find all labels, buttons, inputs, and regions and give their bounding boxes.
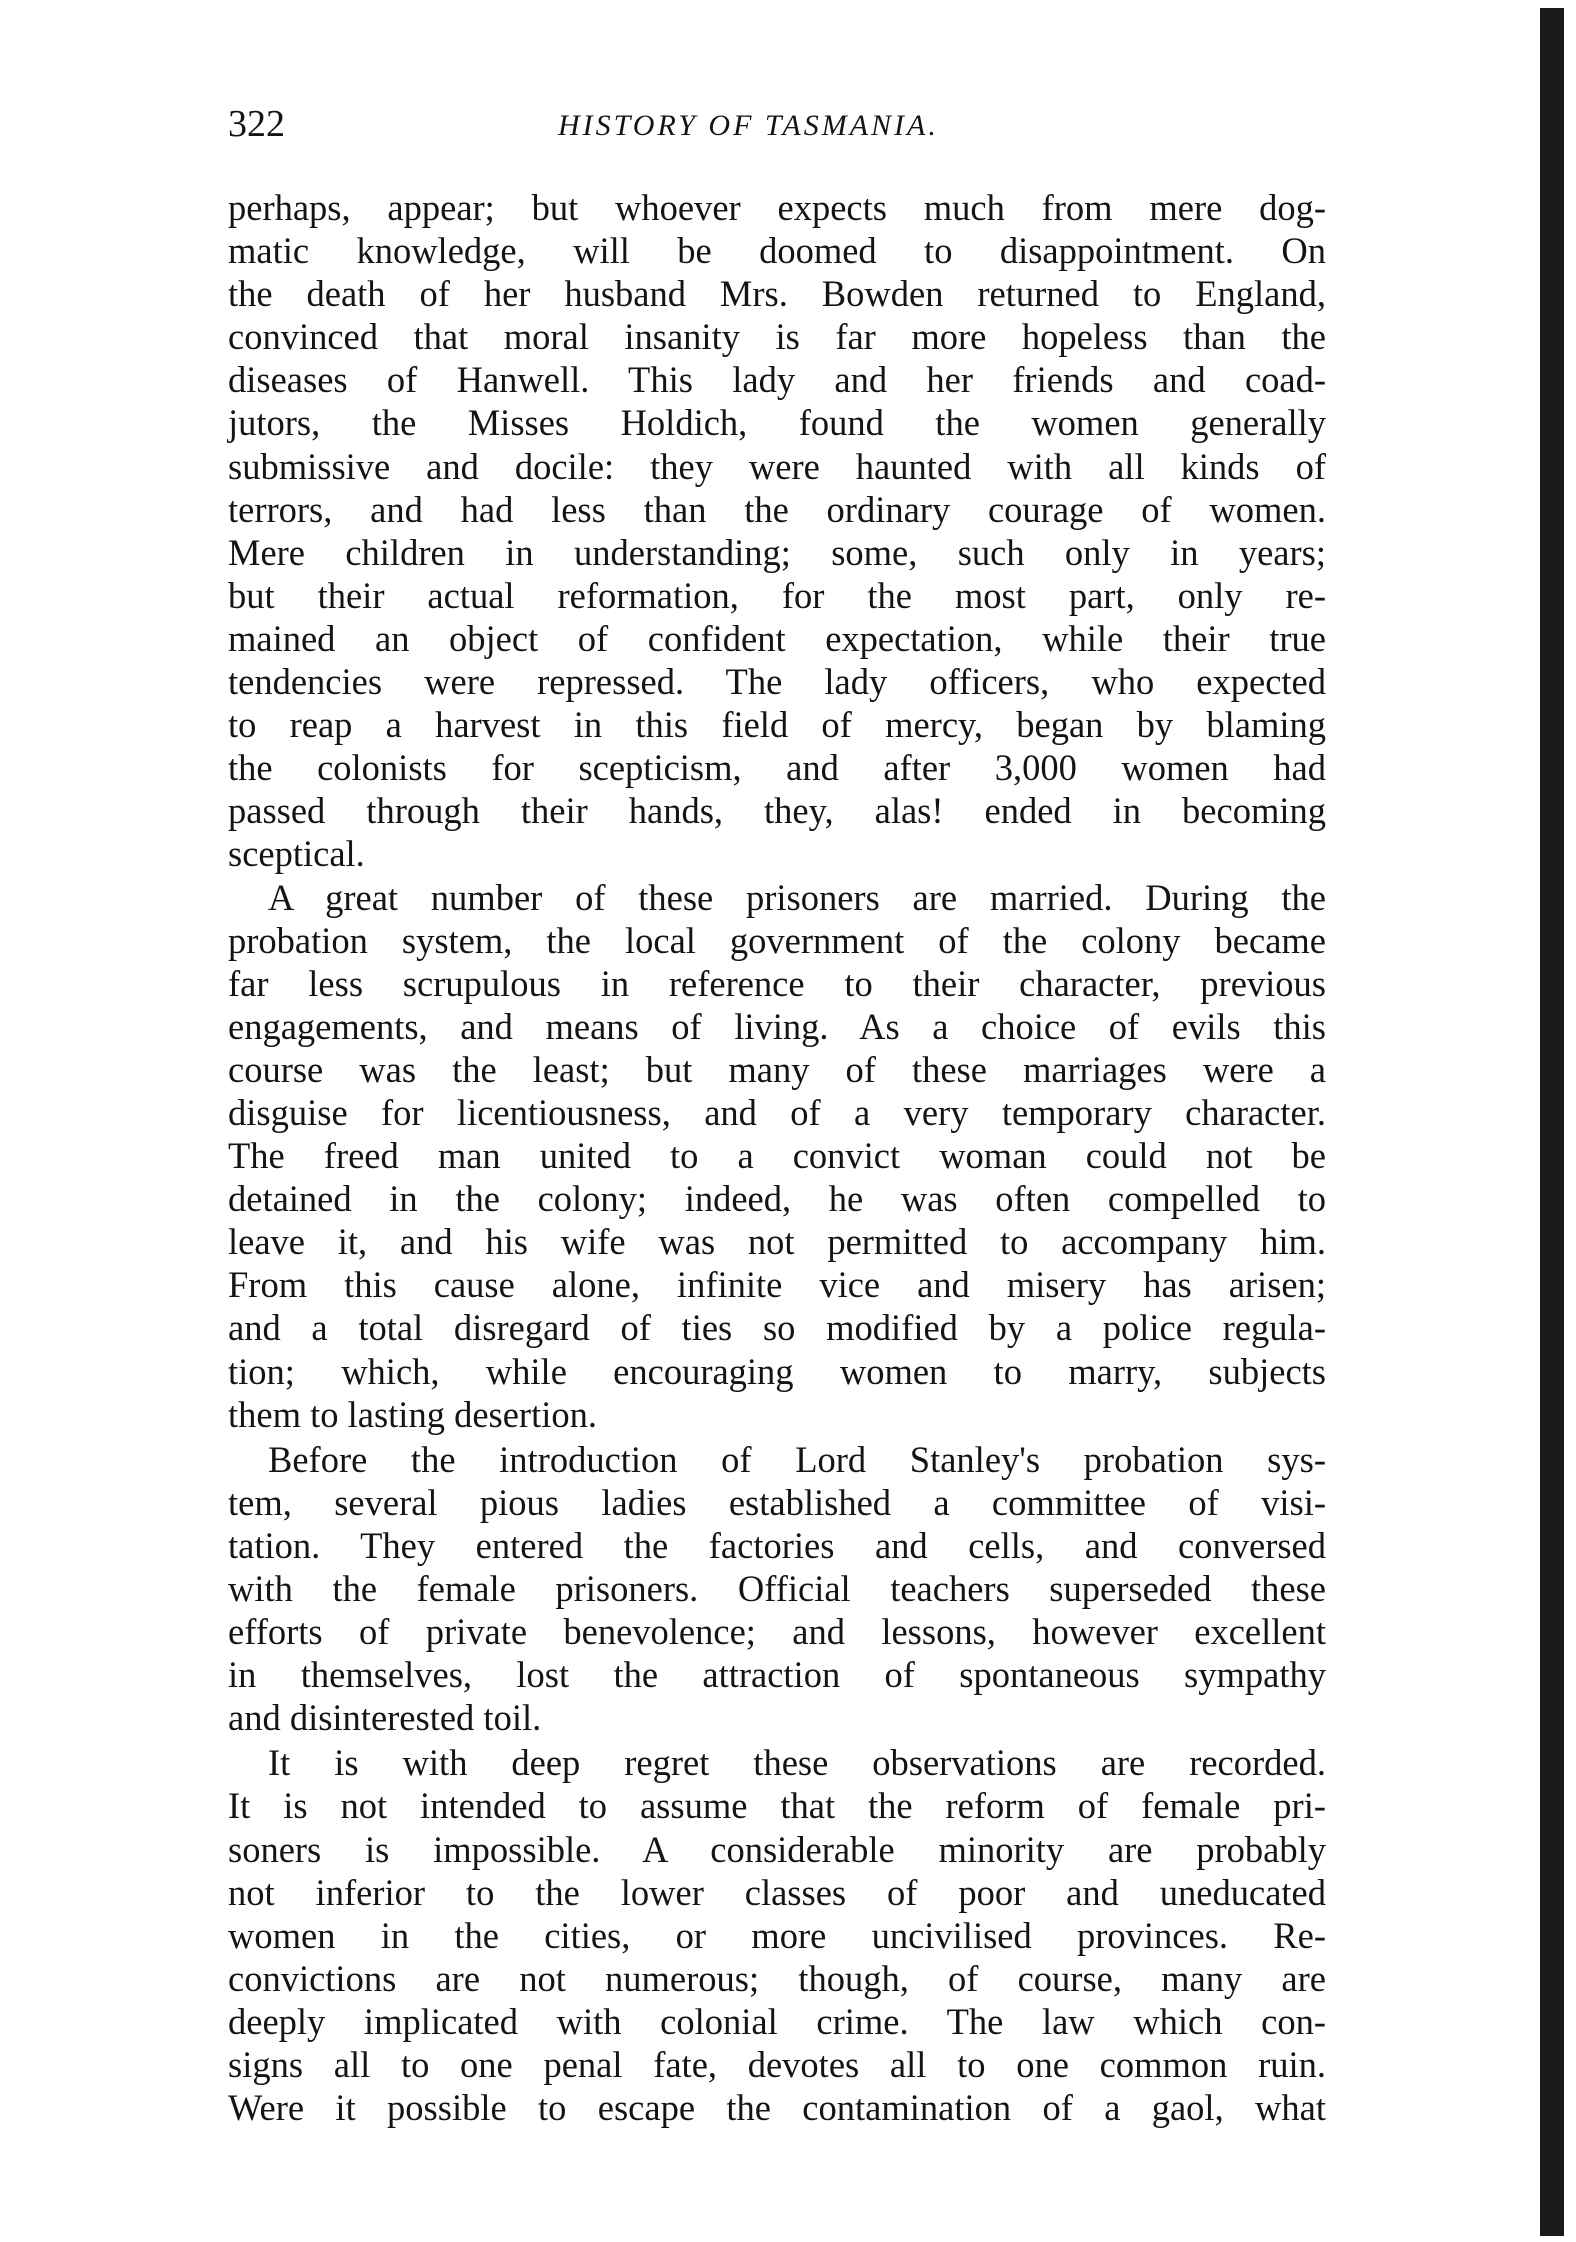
text-line: soners is impossible. A considerable minority are probably — [228, 1828, 1326, 1870]
text-line: women in the cities, or more uncivilised provinces. Re- — [228, 1914, 1326, 1956]
text-line: It is not intended to assume that the reform of female pri- — [228, 1785, 1326, 1827]
text-line: the colonists for scepticism, and after 3,000 women had — [228, 747, 1326, 789]
text-line: tendencies were repressed. The lady officers, who expected — [228, 661, 1326, 703]
text-line: Mere children in understanding; some, such only in years; — [228, 531, 1326, 573]
text-line: tation. They entered the factories and cells, and conversed — [228, 1524, 1326, 1566]
text-line: leave it, and his wife was not permitted to accompany him. — [228, 1221, 1326, 1263]
text-line: diseases of Hanwell. This lady and her friends and coad- — [228, 359, 1326, 401]
text-line: course was the least; but many of these marriages were a — [228, 1048, 1326, 1090]
text-line: and a total disregard of ties so modified by a police regula- — [228, 1307, 1326, 1349]
text-line: and disinterested toil. — [228, 1697, 542, 1739]
text-line: convictions are not numerous; though, of course, many are — [228, 1957, 1326, 1999]
text-line: jutors, the Misses Holdich, found the women generally — [228, 402, 1326, 444]
text-line: disguise for licentiousness, and of a very temporary character. — [228, 1091, 1326, 1133]
text-line: them to lasting desertion. — [228, 1393, 597, 1435]
text-line: deeply implicated with colonial crime. The law which con- — [228, 2000, 1326, 2042]
text-line: engagements, and means of living. As a choice of evils this — [228, 1005, 1326, 1047]
text-line: efforts of private benevolence; and lessons, however excellent — [228, 1611, 1326, 1653]
text-line: Before the introduction of Lord Stanley's probation sys- — [268, 1438, 1326, 1480]
page-number: 322 — [228, 103, 285, 145]
text-line: matic knowledge, will be doomed to disappointment. On — [228, 230, 1326, 272]
running-head — [228, 102, 1338, 146]
text-line: passed through their hands, they, alas! ended in becoming — [228, 790, 1326, 832]
text-line: From this cause alone, infinite vice and misery has arisen; — [228, 1264, 1326, 1306]
text-line: the death of her husband Mrs. Bowden returned to England, — [228, 273, 1326, 315]
running-title: HISTORY OF TASMANIA. — [558, 109, 939, 142]
text-line: in themselves, lost the attraction of spontaneous sympathy — [228, 1654, 1326, 1696]
text-line: convinced that moral insanity is far more hopeless than the — [228, 316, 1326, 358]
text-line: probation system, the local government of the colony became — [228, 919, 1326, 961]
text-line: not inferior to the lower classes of poor and uneducated — [228, 1871, 1326, 1913]
text-line: perhaps, appear; but whoever expects much from mere dog- — [228, 187, 1326, 228]
scan-edge-bar — [1540, 8, 1564, 2236]
text-line: to reap a harvest in this field of mercy, began by blaming — [228, 704, 1326, 746]
text-line: submissive and docile: they were haunted with all kinds of — [228, 445, 1326, 487]
text-line: tion; which, while encouraging women to marry, subjects — [228, 1350, 1326, 1392]
text-line: terrors, and had less than the ordinary courage of women. — [228, 488, 1326, 530]
text-line: tem, several pious ladies established a committee of visi- — [228, 1481, 1326, 1523]
body-text — [228, 186, 1326, 2129]
text-line: It is with deep regret these observations are recorded. — [268, 1742, 1326, 1784]
text-line: mained an object of confident expectation, while their true — [228, 617, 1326, 659]
text-line: sceptical. — [228, 833, 365, 875]
text-line: Were it possible to escape the contamination of a gaol, what — [228, 2087, 1326, 2129]
text-line: detained in the colony; indeed, he was often compelled to — [228, 1178, 1326, 1220]
text-line: but their actual reformation, for the most part, only re- — [228, 574, 1326, 616]
text-line: signs all to one penal fate, devotes all to one common ruin. — [228, 2044, 1326, 2086]
text-line: with the female prisoners. Official teachers superseded these — [228, 1568, 1326, 1609]
text-line: far less scrupulous in reference to their character, previous — [228, 962, 1326, 1004]
text-line: The freed man united to a convict woman could not be — [228, 1135, 1326, 1177]
text-line: A great number of these prisoners are married. During the — [268, 876, 1326, 918]
